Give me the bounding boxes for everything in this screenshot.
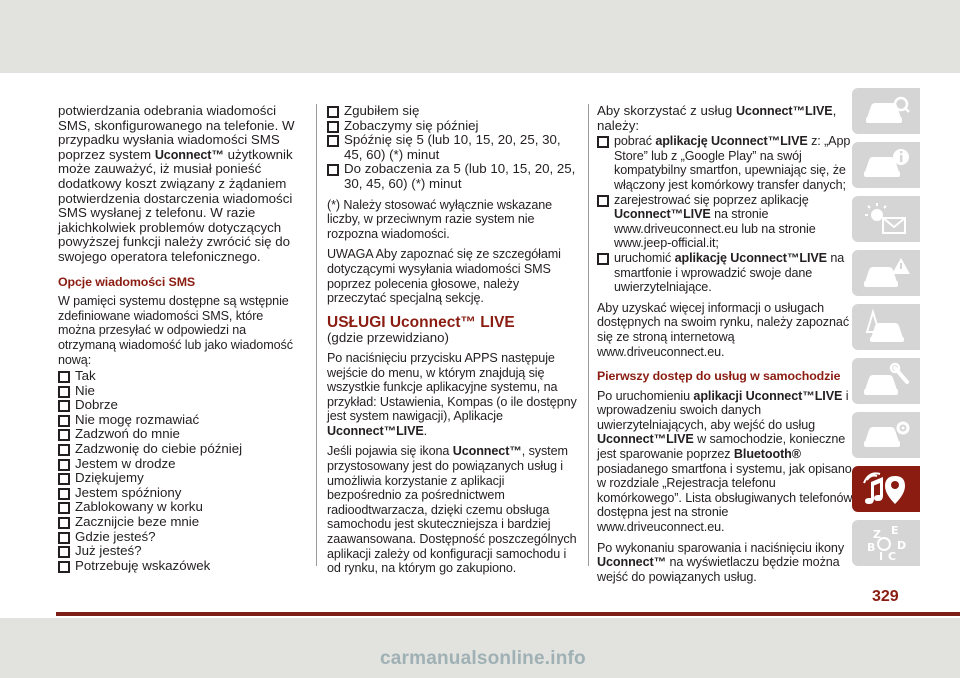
footer-rule [56, 612, 960, 616]
brand-text: aplikację Uconnect™LIVE [655, 134, 808, 149]
top-band [0, 0, 960, 73]
list-item: Jestem spóźniony [58, 486, 302, 501]
brand-text: Uconnect™LIVE [327, 423, 424, 438]
icon-paragraph: Jeśli pojawia się ikona Uconnect™, system przystosowany jest do powiązanych usług i umożliwia korzystanie z aplikacji bezpośrednio za pośrednictwem radioodtwarzacza, dzięki czemu obsługa samochodu jest skuteczniejsza i bardziej zaawansowana. Dostępność poszczególnych aplikacji zależy od konfiguracji samochodu i od rynku, na którym go zakupiono. [327, 444, 577, 576]
tab-index[interactable] [852, 520, 920, 566]
sms-list [58, 369, 302, 573]
brand-text: aplikacji Uconnect™LIVE [693, 388, 843, 403]
multimedia-icon [861, 470, 911, 508]
column-1 [58, 104, 302, 573]
checkbox-bullet-icon [597, 136, 609, 148]
list-item: Gdzie jesteś? [58, 530, 302, 545]
list-item: Zadzwonię do ciebie później [58, 442, 302, 457]
brand-text: Uconnect™LIVE [597, 432, 694, 447]
brand-text: aplikację Uconnect™LIVE [674, 250, 827, 265]
checkbox-bullet-icon [58, 473, 70, 485]
tab-car-search[interactable] [852, 88, 920, 134]
list-item: uruchomić aplikację Uconnect™LIVE na smartfonie i wprowadzić swoje dane uwierzytelniające. [597, 251, 859, 295]
brand-text: Uconnect™ [452, 444, 522, 459]
column-divider [588, 104, 589, 566]
first-access-paragraph: Po uruchomieniu aplikacji Uconnect™LIVE i wprowadzeniu swoich danych uwierzytelniających, aby wejść do usług Uconnect™LIVE w samochodzie, konieczne jest sparowanie poprzez Bluetooth® posiadanego smartfona i systemu, jak opisano w rozdziale „Rejestracja telefonu komórkowego”. Lista obsługiwanych telefonów dostępna jest na stronie www.driveuconnect.eu. [597, 388, 853, 535]
tab-maintenance[interactable] [852, 358, 920, 404]
column-3 [597, 104, 859, 590]
tab-car-info[interactable] [852, 142, 920, 188]
svg-text:D: D [897, 539, 907, 552]
column-2 [327, 104, 579, 582]
car-specs-icon [861, 416, 911, 454]
list-item: Zadzwoń do mnie [58, 427, 302, 442]
list-item: zarejestrować się poprzez aplikację Uconnect™LIVE na stronie www.driveuconnect.eu lub na stronie www.jeep-official.it; [597, 193, 859, 251]
tab-multimedia[interactable] [852, 466, 920, 512]
checkbox-bullet-icon [327, 106, 339, 118]
brand-text: Uconnect™LIVE [614, 207, 711, 222]
info-paragraph: Aby uzyskać więcej informacji o usługach dostępnych na swoim rynku, należy zapoznać się ze stroną internetową www.driveuconnect.eu. [597, 300, 850, 359]
checkbox-bullet-icon [58, 488, 70, 500]
uwaga-note: UWAGA Aby zapoznać się ze szczegółami dotyczącymi wysyłania wiadomości SMS poprzez polecenia głosowe, należy przeczytać specjalną sekcję. [327, 247, 561, 306]
checkbox-bullet-icon [58, 517, 70, 529]
svg-text:B: B [867, 541, 876, 554]
chapter-tabs [852, 88, 924, 574]
steps-list [597, 134, 859, 295]
apps-paragraph: Po naciśnięciu przycisku APPS następuje wejście do menu, w którym znajdują się wszystkie funkcje aplikacyjne systemu, na przykład: Ustawienia, Kompas (o ile dostępny jest system nawigacji), Aplikacje Uconnect™LIVE. [327, 350, 577, 438]
car-info-icon [861, 146, 911, 184]
section-subtitle: (gdzie przewidziano) [327, 330, 449, 346]
list-item: Jestem w drodze [58, 457, 302, 472]
svg-text:Z: Z [873, 528, 881, 541]
svg-text:E: E [891, 524, 899, 537]
checkbox-bullet-icon [58, 444, 70, 456]
tab-warning-lights[interactable] [852, 196, 920, 242]
checkbox-bullet-icon [327, 135, 339, 147]
svg-text:I: I [879, 550, 884, 562]
page-number: 329 [872, 588, 899, 605]
warning-lights-icon [861, 200, 911, 238]
brand-text: Uconnect™LIVE [735, 104, 833, 118]
index-icon [861, 524, 911, 562]
list-item: Do zobaczenia za 5 (lub 10, 15, 20, 25, 30, 45, 60) (*) minut [327, 162, 579, 191]
car-search-icon [861, 92, 911, 130]
checkbox-bullet-icon [58, 561, 70, 573]
checkbox-bullet-icon [58, 502, 70, 514]
car-warning-icon [861, 254, 911, 292]
checkbox-bullet-icon [58, 400, 70, 412]
svg-text:C: C [888, 550, 897, 562]
checkbox-bullet-icon [58, 415, 70, 427]
checkbox-bullet-icon [58, 532, 70, 544]
brand-text: Uconnect™ [154, 147, 224, 162]
list-item: pobrać aplikację Uconnect™LIVE z: „App Store” lub z „Google Play” na swój kompatybilny smartfon, upewniając się, że włączony jest komórkowy transfer danych; [597, 134, 859, 192]
brand-text: Bluetooth® [733, 447, 801, 462]
sms-options-paragraph: W pamięci systemu dostępne są wstępnie zdefiniowane wiadomości SMS, które można przesyłać w odpowiedzi na otrzymaną wiadomość lub jako wiadomość nową: [58, 294, 293, 367]
tab-specs[interactable] [852, 412, 920, 458]
list-item: Zobaczymy się później [327, 119, 579, 134]
list-item: Nie mogę rozmawiać [58, 413, 302, 428]
tab-car-warning[interactable] [852, 250, 920, 296]
list-item: Zgubiłem się [327, 104, 579, 119]
list-item: Tak [58, 369, 302, 384]
list-item: Spóźnię się 5 (lub 10, 15, 20, 25, 30, 45, 60) (*) minut [327, 133, 579, 162]
list-item: Dobrze [58, 398, 302, 413]
emergency-car-icon [861, 308, 911, 346]
pairing-paragraph: Po wykonaniu sparowania i naciśnięciu ikony Uconnect™ na wyświetlaczu będzie można wejść do powiązanych usług. [597, 540, 845, 584]
section-heading-uconnect-live: USŁUGI Uconnect™ LIVE [327, 313, 515, 331]
checkbox-bullet-icon [597, 195, 609, 207]
list-item: Już jesteś? [58, 544, 302, 559]
list-item: Potrzebuję wskazówek [58, 559, 302, 574]
checkbox-bullet-icon [58, 386, 70, 398]
car-wrench-icon [861, 362, 911, 400]
checkbox-bullet-icon [58, 371, 70, 383]
intro-paragraph: potwierdzania odebrania wiadomości SMS, skonfigurowanego na telefonie. W przypadku wysłania wiadomości SMS poprzez system Uconnect™ użytkownik może zauważyć, iż musiał ponieść dodatkowy koszt związany z żądaniem potwierdzenia dostarczenia wiadomości SMS wysłanej z telefonu. W razie jakichkolwiek problemów dotyczących powyższej funkcji należy zwrócić się do swojego operatora telefonicznego. [58, 103, 295, 264]
section-heading-first-access: Pierwszy dostęp do usług w samochodzie [597, 369, 841, 384]
checkbox-bullet-icon [597, 253, 609, 265]
section-heading-sms-options: Opcje wiadomości SMS [58, 274, 196, 289]
list-item: Nie [58, 384, 302, 399]
brand-text: Uconnect™ [597, 555, 667, 570]
list-item: Zacznijcie beze mnie [58, 515, 302, 530]
checkbox-bullet-icon [58, 429, 70, 441]
watermark: carmanualsonline.info [380, 648, 586, 669]
list-item: Dziękujemy [58, 471, 302, 486]
checkbox-bullet-icon [327, 164, 339, 176]
footnote: (*) Należy stosować wyłącznie wskazane liczby, w przeciwnym razie system nie rozpozna wiadomości. [327, 197, 553, 241]
usage-paragraph: Aby skorzystać z usług Uconnect™LIVE, należy: [597, 103, 837, 133]
list-item: Zablokowany w korku [58, 500, 302, 515]
checkbox-bullet-icon [58, 546, 70, 558]
tab-emergency[interactable] [852, 304, 920, 350]
sms-list-continued [327, 104, 579, 192]
checkbox-bullet-icon [327, 121, 339, 133]
column-divider [316, 104, 317, 566]
checkbox-bullet-icon [58, 459, 70, 471]
